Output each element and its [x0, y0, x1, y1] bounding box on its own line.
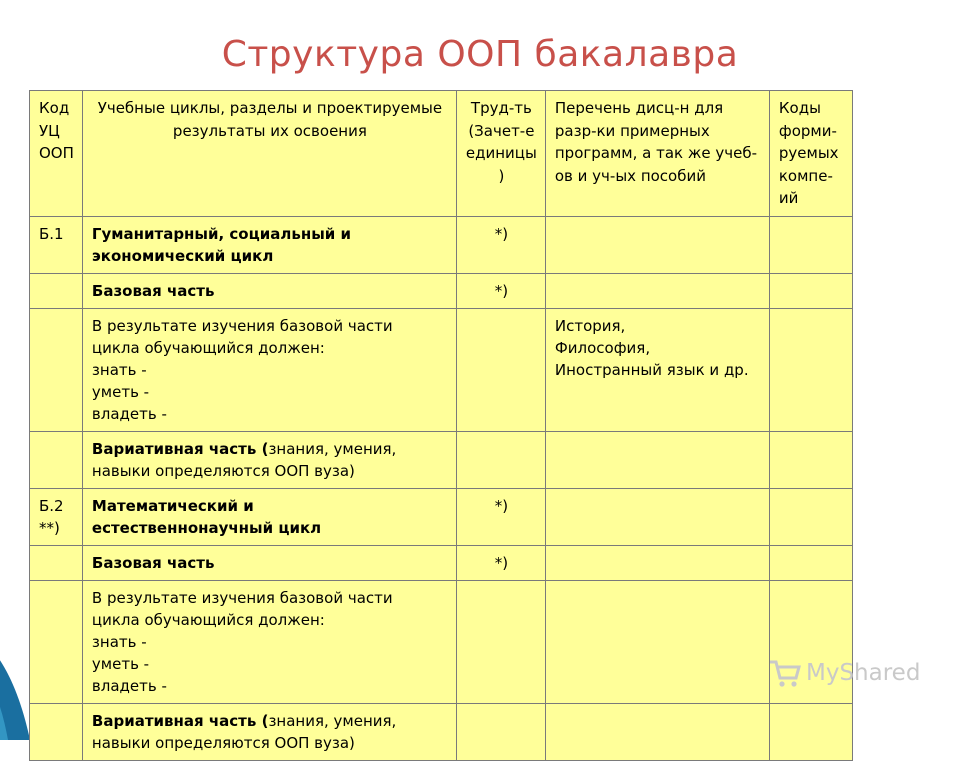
row-competences	[769, 545, 852, 580]
row-disciplines	[545, 488, 769, 545]
table-row	[30, 308, 853, 431]
row-competences	[769, 273, 852, 308]
row-disciplines	[545, 545, 769, 580]
row-disciplines: История, Философия, Иностранный язык и др.	[545, 308, 769, 431]
row-code	[30, 703, 83, 760]
row-text: Вариативная часть (знания, умения, навыки определяются ООП вуза)	[82, 431, 456, 488]
page-title: Структура ООП бакалавра	[221, 34, 739, 75]
row-text: В результате изучения базовой части цикла обучающийся должен: знать - уметь - владеть -	[82, 580, 456, 703]
table-row	[30, 703, 853, 760]
row-labor	[456, 580, 545, 703]
row-labor	[456, 703, 545, 760]
table-row	[30, 488, 853, 545]
row-code	[30, 545, 83, 580]
row-labor: *)	[456, 216, 545, 273]
header-disciplines: Перечень дисц-н для разр-ки примерных программ, а так же учеб- ов и уч-ых пособий	[545, 91, 769, 217]
shopping-cart-icon	[768, 658, 802, 688]
row-disciplines	[545, 431, 769, 488]
row-title: Базовая часть	[82, 545, 456, 580]
row-labor: *)	[456, 545, 545, 580]
row-code	[30, 308, 83, 431]
table-row	[30, 580, 853, 703]
header-labor: Труд-ть (Зачет-е единицы )	[456, 91, 545, 217]
header-code: Код УЦ ООП	[30, 91, 83, 217]
table-row	[30, 431, 853, 488]
row-disciplines	[545, 703, 769, 760]
table-row	[30, 273, 853, 308]
header-cycles: Учебные циклы, разделы и проектируемые результаты их освоения	[82, 91, 456, 217]
row-title: Базовая часть	[82, 273, 456, 308]
row-code: Б.1	[30, 216, 83, 273]
watermark	[768, 658, 920, 688]
row-competences	[769, 308, 852, 431]
header-competences: Коды форми- руемых компе- ий	[769, 91, 852, 217]
row-code: Б.2 **)	[30, 488, 83, 545]
row-competences	[769, 216, 852, 273]
row-competences	[769, 703, 852, 760]
row-disciplines	[545, 216, 769, 273]
row-text: В результате изучения базовой части цикла обучающийся должен: знать - уметь - владеть -	[82, 308, 456, 431]
row-text: Вариативная часть (знания, умения, навыки определяются ООП вуза)	[82, 703, 456, 760]
row-code	[30, 580, 83, 703]
row-labor	[456, 308, 545, 431]
row-disciplines	[545, 580, 769, 703]
row-code	[30, 273, 83, 308]
row-title: Математический и естественнонаучный цикл	[82, 488, 456, 545]
table-row	[30, 216, 853, 273]
row-labor	[456, 431, 545, 488]
row-labor: *)	[456, 488, 545, 545]
watermark-text: MyShared	[806, 660, 921, 686]
row-disciplines	[545, 273, 769, 308]
row-competences	[769, 431, 852, 488]
row-title: Гуманитарный, социальный и экономический цикл	[82, 216, 456, 273]
row-competences	[769, 488, 852, 545]
table-header-row	[30, 91, 853, 217]
oop-structure-table	[29, 90, 853, 761]
row-code	[30, 431, 83, 488]
row-labor: *)	[456, 273, 545, 308]
table-row	[30, 545, 853, 580]
